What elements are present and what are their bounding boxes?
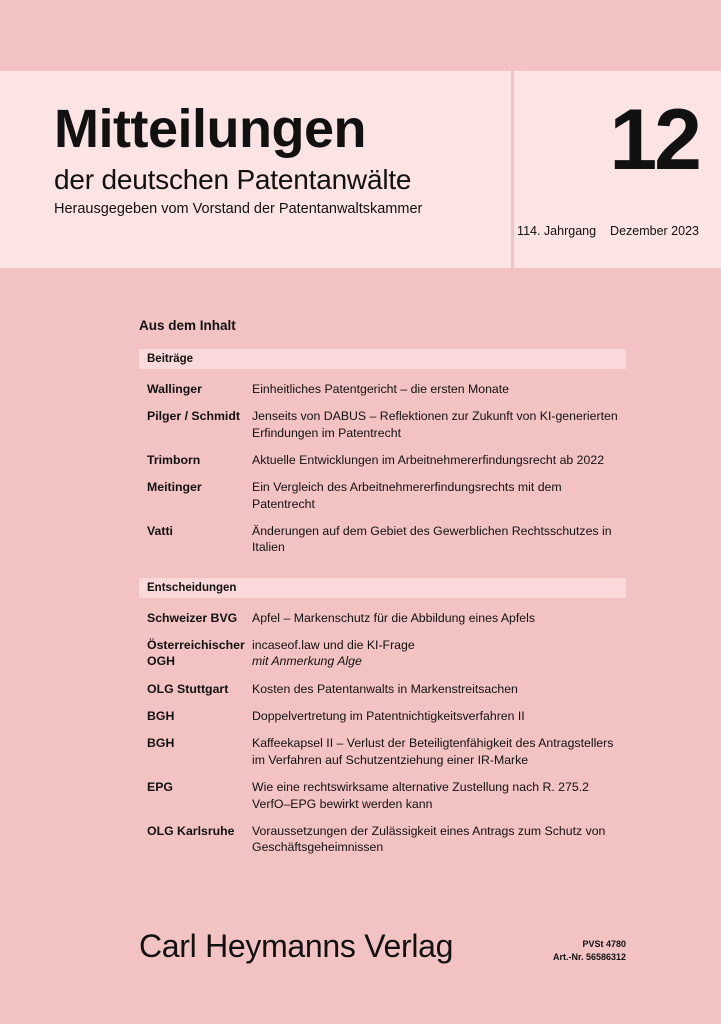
list-item[interactable] — [139, 823, 626, 856]
entry-author: Schweizer BVG — [147, 610, 238, 625]
section-header-entscheidungen: Entscheidungen — [139, 578, 626, 598]
entry-title: Voraussetzungen der Zulässigkeit eines Antrags zum Schutz von Geschäftsgeheimnissen — [252, 823, 606, 855]
entry-author: Trimborn — [147, 453, 201, 468]
entry-author: BGH — [147, 736, 175, 751]
entry-title: Doppelvertretung im Patentnichtigkeitsverfahren II — [252, 709, 525, 724]
list-item[interactable] — [139, 637, 626, 670]
list-item[interactable] — [139, 452, 626, 468]
issue-number: 12 — [609, 92, 699, 188]
list-item[interactable] — [139, 681, 626, 697]
list-item[interactable] — [139, 708, 626, 724]
entry-title: Wie eine rechtswirksame alternative Zustellung nach R. 275.2 VerfO–EPG bewirkt werden kann — [252, 780, 589, 811]
list-item[interactable] — [139, 381, 626, 397]
entry-note: mit Anmerkung Alge — [252, 654, 362, 669]
entry-title — [252, 637, 626, 670]
entry-title: Aktuelle Entwicklungen im Arbeitnehmererfindungsrecht ab 2022 — [252, 453, 605, 468]
issue-volume: 114. Jahrgang — [517, 224, 597, 238]
list-item[interactable] — [139, 735, 626, 768]
masthead-issue-block — [511, 71, 721, 268]
list-item[interactable] — [139, 479, 626, 512]
entry-author: EPG — [147, 780, 173, 795]
entry-author: BGH — [147, 709, 175, 724]
entry-author: Pilger / Schmidt — [147, 409, 240, 424]
entry-title: Änderungen auf dem Gebiet des Gewerblichen Rechtsschutzes in Italien — [252, 524, 612, 555]
entry-title: Kosten des Patentanwalts in Markenstreitsachen — [252, 681, 518, 696]
list-item[interactable] — [139, 610, 626, 626]
journal-subtitle: der deutschen Patentanwälte — [54, 163, 412, 195]
entry-author: Meitinger — [147, 480, 202, 495]
entry-title: Einheitliches Patentgericht – die ersten Monate — [252, 382, 510, 396]
entry-title: Kaffeekapsel II – Verlust der Beteiligtenfähigkeit des Antragstellers im Verfahren auf Schutzentziehung einer IR-Marke — [252, 736, 614, 767]
masthead-title-block — [0, 71, 511, 268]
issue-meta — [517, 224, 699, 238]
entry-title: Apfel – Markenschutz für die Abbildung eines Apfels — [252, 610, 536, 625]
article-number: Art.-Nr. 56586312 — [552, 952, 626, 963]
issue-date: Dezember 2023 — [610, 224, 699, 238]
entry-title: Ein Vergleich des Arbeitnehmererfindungsrechts mit dem Patentrecht — [252, 480, 562, 511]
postal-code: PVSt 4780 — [582, 939, 626, 949]
journal-title: Mitteilungen — [54, 99, 366, 159]
entry-title-text: incaseof.law und die KI-Frage — [252, 638, 415, 653]
entry-author: OLG Karlsruhe — [147, 823, 235, 838]
footer-codes — [553, 938, 626, 964]
publisher-name: Carl Heymanns Verlag — [139, 928, 454, 964]
entry-author: Vatti — [147, 524, 173, 539]
list-item[interactable] — [139, 779, 626, 812]
table-of-contents — [139, 318, 626, 867]
entry-author: OLG Stuttgart — [147, 681, 229, 696]
entry-title: Jenseits von DABUS – Reflektionen zur Zukunft von KI-generierten Erfindungen im Patentrecht — [252, 409, 618, 440]
section-header-beitraege: Beiträge — [139, 349, 626, 369]
list-item[interactable] — [139, 523, 626, 556]
contents-heading: Aus dem Inhalt — [139, 318, 236, 333]
entry-author: Österreichischer OGH — [147, 638, 245, 669]
list-item[interactable] — [139, 408, 626, 441]
entry-author: Wallinger — [147, 382, 202, 396]
masthead — [0, 71, 721, 268]
journal-publisher-line: Herausgegeben vom Vorstand der Patentanwaltskammer — [54, 200, 423, 217]
